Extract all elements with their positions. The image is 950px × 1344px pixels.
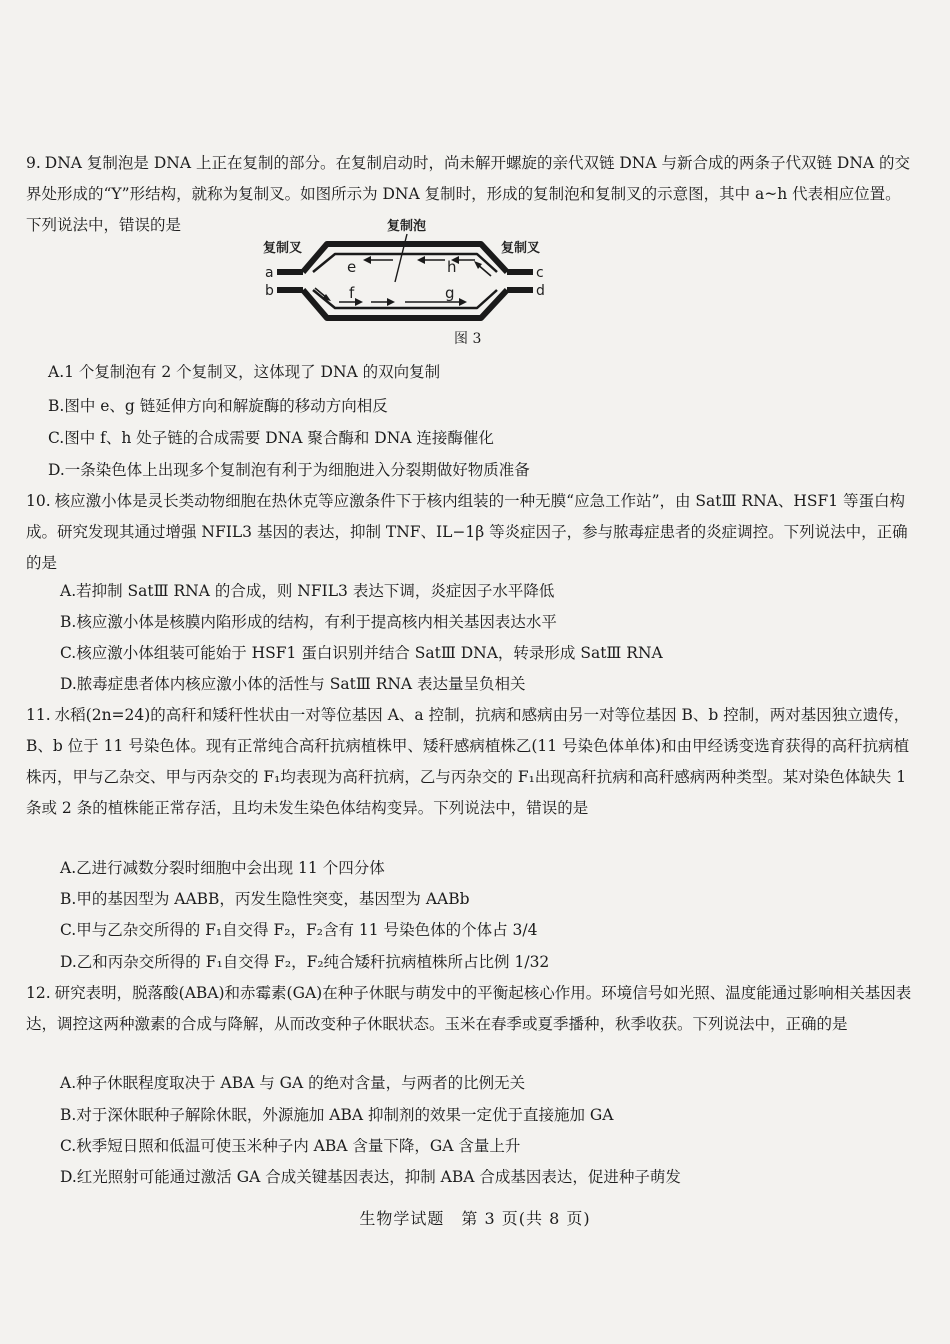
arrow-g-head (459, 298, 467, 306)
label-e: e (347, 258, 357, 276)
question-number: 11. (26, 706, 51, 724)
label-d: d (536, 283, 545, 299)
q11-option-a: A.乙进行减数分裂时细胞中会出现 11 个四分体 (60, 859, 385, 877)
arrow-f3-head (387, 298, 395, 306)
q9-option-a: A.1 个复制泡有 2 个复制叉，这体现了 DNA 的双向复制 (48, 363, 441, 381)
label-b: b (265, 283, 274, 299)
q10-option-a: A.若抑制 SatⅢ RNA 的合成，则 NFIL3 表达下调，炎症因子水平降低 (60, 582, 555, 600)
daughter-strand-lower (313, 290, 497, 308)
label-f: f (349, 284, 355, 302)
bubble-label: 复制泡 (387, 219, 427, 234)
arrow-h1-head (417, 256, 425, 264)
figure-caption: 图 3 (454, 331, 482, 347)
q12-option-d: D.红光照射可能通过激活 GA 合成关键基因表达，抑制 ABA 合成基因表达，促进种子萌发 (60, 1168, 681, 1186)
question-text: 核应激小体是灵长类动物细胞在热休克等应激条件下于核内组装的一种无膜“应急工作站”，由 SatⅢ RNA、HSF1 等蛋白构成。研究发现其通过增强 NFIL3 基因的表达，抑制 TNF、IL−1β 等炎症因子，参与脓毒症患者的炎症调控。下列说法中，正确的是 (26, 492, 908, 572)
q12-option-c: C.秋季短日照和低温可使玉米种子内 ABA 含量下降，GA 含量上升 (60, 1137, 521, 1155)
q11-option-c: C.甲与乙杂交所得的 F₁自交得 F₂，F₂含有 11 号染色体的个体占 3/4 (60, 921, 538, 939)
q11-option-b: B.甲的基因型为 AABB，丙发生隐性突变，基因型为 AABb (60, 890, 470, 908)
page-footer: 生物学试题 第 3 页(共 8 页) (359, 1209, 591, 1228)
question-number: 12. (26, 984, 51, 1002)
label-g: g (445, 284, 455, 302)
q12-option-a: A.种子休眠程度取决于 ABA 与 GA 的绝对含量，与两者的比例无关 (60, 1074, 526, 1092)
bubble-lower-parental (303, 290, 507, 318)
label-c: c (536, 265, 544, 281)
q11-option-d: D.乙和丙杂交所得的 F₁自交得 F₂，F₂纯合矮秆抗病植株所占比例 1/32 (60, 953, 550, 971)
question-11-stem (26, 700, 916, 824)
daughter-strand-upper (313, 254, 497, 272)
arrow-e-head (363, 256, 371, 264)
q10-option-d: D.脓毒症患者体内核应激小体的活性与 SatⅢ RNA 表达量呈负相关 (60, 675, 526, 693)
fork-left-label: 复制叉 (263, 241, 303, 256)
q12-option-b: B.对于深休眠种子解除休眠，外源施加 ABA 抑制剂的效果一定优于直接施加 GA (60, 1106, 614, 1124)
q10-option-b: B.核应激小体是核膜内陷形成的结构，有利于提高核内相关基因表达水平 (60, 613, 557, 631)
question-text: 研究表明，脱落酸(ABA)和赤霉素(GA)在种子休眠与萌发中的平衡起核心作用。环境信号如光照、温度能通过影响相关基因表达，调控这两种激素的合成与降解，从而改变种子休眠状态。玉米在春季或夏季播种，秋季收获。下列说法中，正确的是 (26, 984, 912, 1033)
fork-right-label: 复制叉 (501, 241, 541, 256)
q9-option-c: C.图中 f、h 处子链的合成需要 DNA 聚合酶和 DNA 连接酶催化 (48, 429, 494, 447)
q9-option-d: D.一条染色体上出现多个复制泡有利于为细胞进入分裂期做好物质准备 (48, 461, 530, 479)
bubble-upper-parental (303, 244, 507, 272)
question-text: DNA 复制泡是 DNA 上正在复制的部分。在复制启动时，尚未解开螺旋的亲代双链 DNA 与新合成的两条子代双链 DNA 的交界处形成的“Y”形结构，就称为复制叉。如图所示为 DNA 复制时，形成的复制泡和复制叉的示意图，其中 a~h 代表相应位置。下列说法中，错误的是 (26, 154, 911, 234)
dna-replication-diagram (255, 210, 555, 340)
arrow-f2-head (355, 298, 363, 306)
question-text: 水稻(2n=24)的高秆和矮秆性状由一对等位基因 A、a 控制，抗病和感病由另一对等位基因 B、b 控制，两对基因独立遗传，B、b 位于 11 号染色体。现有正常纯合高秆抗病植株甲、矮秆感病植株乙(11 号染色体单体)和由甲经诱变选育获得的高秆抗病植株丙，甲与乙杂交、甲与丙杂交的 F₁均表现为高秆抗病，乙与丙杂交的 F₁出现高秆抗病和高秆感病两种类型。某对染色体缺失 1 条或 2 条的植株能正常存活，且均未发生染色体结构变异。下列说法中，错误的是 (26, 706, 910, 817)
question-10-stem (26, 486, 916, 579)
label-a: a (265, 265, 274, 281)
question-number: 10. (26, 492, 51, 510)
q9-option-b: B.图中 e、g 链延伸方向和解旋酶的移动方向相反 (48, 397, 388, 415)
label-h: h (447, 258, 457, 276)
question-12-stem (26, 978, 916, 1040)
question-number: 9. (26, 154, 41, 172)
q10-option-c: C.核应激小体组装可能始于 HSF1 蛋白识别并结合 SatⅢ DNA，转录形成 SatⅢ RNA (60, 644, 663, 662)
